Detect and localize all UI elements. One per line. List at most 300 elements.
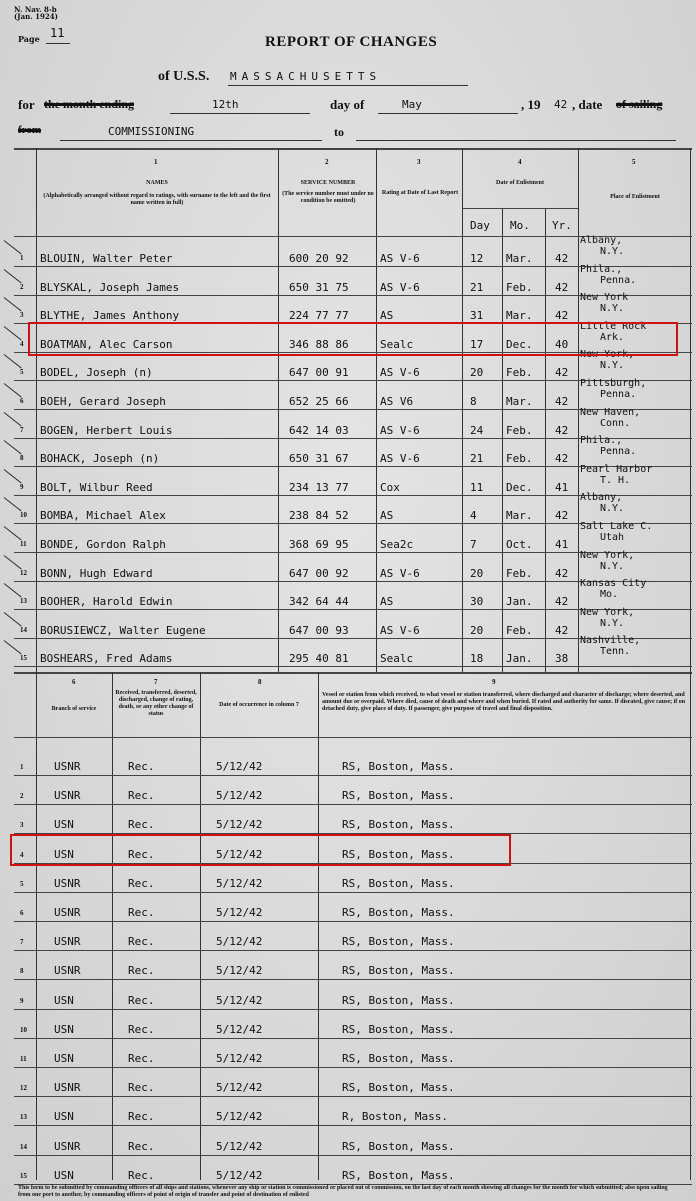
date-cell: 5/12/42: [216, 964, 263, 978]
enlist-year-cell: 42: [555, 452, 569, 466]
row-number: 3: [20, 821, 24, 830]
service-number-cell: 342 64 44: [289, 595, 349, 609]
date-header: Date of occurrence in column 7: [219, 702, 299, 708]
enlist-month-cell: Feb.: [506, 423, 533, 437]
status-cell: Rec.: [128, 1168, 155, 1182]
enlist-year-cell: 41: [555, 538, 569, 551]
form-edition: (Jan. 1924): [14, 12, 58, 21]
names-note: (Alphabetically arranged without regard to ratings, with surname to the left and the first name written in full): [43, 193, 271, 206]
row-line: [14, 979, 692, 980]
row-number: 6: [20, 397, 24, 405]
row-number: 4: [20, 339, 24, 348]
row-line: [14, 1009, 692, 1010]
place-line2-cell: N.Y.: [600, 360, 625, 372]
from-value: COMMISSIONING: [108, 125, 195, 138]
branch-cell: USN: [54, 818, 74, 832]
check-tick-mark: [4, 269, 22, 283]
month-line: [378, 113, 518, 114]
station-cell: RS, Boston, Mass.: [342, 760, 455, 773]
row-number: 4: [20, 850, 24, 859]
place-line1-cell: New York,: [580, 349, 635, 361]
rating-cell: Sealc: [380, 337, 414, 351]
check-tick-mark: [4, 583, 22, 597]
place-line2-cell: Mo.: [600, 589, 619, 601]
bottom-table-border: [14, 672, 692, 674]
place-line1-cell: Phila.,: [580, 263, 623, 275]
rating-header: Rating at Date of Last Report: [381, 190, 459, 196]
from-line: [60, 140, 322, 141]
col-line: [502, 208, 503, 673]
name-cell: BOGEN, Herbert Louis: [40, 423, 173, 437]
place-header: Place of Enlistment: [610, 194, 660, 200]
station-cell: RS, Boston, Mass.: [342, 964, 455, 978]
date-cell: 5/12/42: [216, 876, 263, 890]
date-cell: 5/12/42: [216, 818, 263, 832]
enlist-year-cell: 42: [555, 566, 569, 580]
place-line1-cell: Kansas City: [580, 578, 647, 590]
row-number: 5: [20, 879, 24, 888]
place-line2-cell: Tenn.: [600, 646, 631, 658]
enlist-month-cell: Feb.: [506, 566, 533, 580]
station-cell: RS, Boston, Mass.: [342, 1168, 455, 1182]
enlist-day-cell: 8: [470, 395, 477, 408]
row-line: [14, 921, 692, 922]
to-line: [356, 140, 676, 141]
status-cell: Rec.: [128, 1139, 155, 1153]
row-number: 6: [20, 909, 24, 917]
rating-cell: AS: [380, 309, 394, 323]
check-tick-mark: [4, 240, 22, 254]
row-number: 7: [20, 938, 24, 947]
place-line1-cell: New Haven,: [580, 406, 641, 418]
col-number-4: 4: [518, 158, 522, 166]
place-line1-cell: Albany,: [580, 492, 623, 504]
rating-cell: Cox: [380, 480, 400, 494]
place-line1-cell: Salt Lake C.: [580, 521, 653, 532]
status-cell: Rec.: [128, 1052, 155, 1065]
report-title: REPORT OF CHANGES: [265, 34, 438, 50]
branch-cell: USN: [54, 1022, 74, 1036]
footer-instructions: This form to be submitted by commanding officers of all ships and stations, whenever any ship or station is commissioned or placed out of commission, on the last day of each month showing all changes for the month for which submitted; also upon sailing from one port to another, by commanding officers of point of origin of transfer and point of destination of enlisted: [18, 1185, 668, 1198]
station-cell: RS, Boston, Mass.: [342, 1139, 455, 1153]
vessel-header: Vessel or station from which received, to what vessel or station transferred, where discharged and character of discharge; where deserted, and amount due or overpaid. Where died, cause of death and where and when buried. If rated and authority for same. If disrated, give cause; if on detached duty, give place of duty. If passenger, give purpose of travel and final disposition.: [322, 692, 686, 712]
day-label: day of: [330, 97, 365, 112]
col-line: [376, 148, 377, 673]
col-line: [578, 148, 579, 673]
col-line: [278, 148, 279, 673]
enlist-year-cell: 42: [555, 595, 569, 609]
station-cell: RS, Boston, Mass.: [342, 1052, 455, 1065]
col-number-7: 7: [154, 678, 158, 686]
mo-header: Mo.: [510, 219, 530, 232]
enlist-day-cell: 21: [470, 452, 484, 466]
date-cell: 5/12/42: [216, 847, 263, 861]
place-line1-cell: Pittsburgh,: [580, 378, 647, 389]
page-number-line: [46, 43, 70, 44]
col-number-5: 5: [632, 158, 636, 166]
date-cell: 5/12/42: [216, 760, 263, 773]
status-cell: Rec.: [128, 993, 155, 1007]
branch-cell: USN: [54, 1110, 74, 1124]
enlist-day-cell: 21: [470, 280, 484, 294]
date-struck-text: of sailing: [616, 97, 663, 111]
row-number: 9: [20, 482, 24, 491]
col-line: [36, 148, 37, 673]
row-number: 2: [20, 282, 24, 291]
col-line: [545, 208, 546, 673]
name-cell: BLYSKAL, Joseph James: [40, 280, 180, 294]
enlist-subline: [462, 208, 578, 209]
place-line2-cell: Conn.: [600, 417, 631, 429]
service-number-cell: 368 69 95: [289, 538, 349, 551]
year-prefix: , 19: [521, 97, 541, 112]
enlist-year-cell: 42: [555, 623, 569, 637]
station-cell: RS, Boston, Mass.: [342, 818, 455, 832]
enlist-month-cell: Jan.: [506, 652, 533, 666]
status-cell: Rec.: [128, 876, 155, 890]
branch-cell: USNR: [54, 935, 81, 949]
date-cell: 5/12/42: [216, 1022, 263, 1036]
enlist-month-cell: Feb.: [506, 452, 533, 466]
place-line1-cell: Pearl Harbor: [580, 463, 653, 475]
check-tick-mark: [4, 297, 22, 311]
enlist-year-cell: 41: [555, 480, 569, 494]
check-tick-mark: [4, 326, 22, 340]
enlist-month-cell: Mar.: [506, 309, 533, 323]
date-cell: 5/12/42: [216, 1139, 263, 1153]
col-line: [462, 148, 463, 673]
branch-cell: USN: [54, 847, 74, 861]
enlist-month-cell: Jan.: [506, 595, 533, 609]
year-value: 42: [554, 98, 568, 111]
col-number-2: 2: [325, 158, 329, 166]
col-number-3: 3: [417, 158, 421, 166]
branch-cell: USNR: [54, 876, 81, 890]
row-number: 11: [20, 1055, 27, 1063]
place-line1-cell: Nashville,: [580, 635, 641, 647]
row-line: [14, 950, 692, 951]
status-cell: Rec.: [128, 1022, 155, 1036]
enlist-month-cell: Mar.: [506, 252, 533, 265]
name-cell: BOOHER, Harold Edwin: [40, 595, 173, 609]
check-tick-mark: [4, 412, 22, 426]
place-line2-cell: Utah: [600, 532, 625, 543]
row-number: 14: [20, 625, 27, 634]
enlist-year-cell: 42: [555, 509, 569, 523]
check-tick-mark: [4, 640, 22, 654]
row-number: 1: [20, 763, 24, 771]
place-line1-cell: New York,: [580, 606, 635, 618]
enlist-day-cell: 31: [470, 309, 484, 323]
place-line2-cell: N.Y.: [600, 303, 625, 315]
check-tick-mark: [4, 612, 22, 626]
status-cell: Rec.: [128, 760, 155, 773]
col-line: [200, 672, 201, 1180]
names-header: [38, 180, 276, 207]
enlist-month-cell: Feb.: [506, 366, 533, 380]
col-number-9: 9: [492, 678, 496, 686]
row-line: [14, 892, 692, 893]
service-number-cell: 346 88 86: [289, 337, 349, 351]
status-cell: Rec.: [128, 964, 155, 978]
enlist-day-cell: 4: [470, 509, 477, 523]
name-cell: BOMBA, Michael Alex: [40, 509, 166, 523]
service-header: [282, 180, 374, 205]
place-line1-cell: Phila.,: [580, 435, 623, 447]
enlist-year-cell: 42: [555, 366, 569, 380]
service-number-cell: 647 00 92: [289, 566, 349, 580]
enlist-month-cell: Feb.: [506, 280, 533, 294]
service-number-cell: 234 13 77: [289, 480, 349, 494]
service-number-cell: 238 84 52: [289, 509, 349, 523]
name-cell: BORUSIEWCZ, Walter Eugene: [40, 623, 206, 637]
enlist-year-cell: 42: [555, 423, 569, 437]
service-note: (The service number must under no condition be omitted): [282, 191, 374, 204]
for-label: for: [18, 97, 35, 112]
service-number-cell: 600 20 92: [289, 252, 349, 265]
for-struck-text: the month ending: [44, 97, 135, 111]
rating-cell: AS V-6: [380, 566, 420, 580]
name-cell: BOSHEARS, Fred Adams: [40, 652, 173, 666]
branch-header: Branch of service: [51, 706, 97, 712]
enlist-month-cell: Oct.: [506, 538, 533, 551]
enlist-year-cell: 38: [555, 652, 569, 666]
branch-cell: USNR: [54, 964, 81, 978]
day-line: [170, 113, 310, 114]
station-cell: RS, Boston, Mass.: [342, 789, 455, 803]
service-number-cell: 647 00 91: [289, 366, 349, 380]
enlist-year-cell: 42: [555, 309, 569, 323]
row-number: 8: [20, 967, 24, 976]
service-title: SERVICE NUMBER: [300, 180, 356, 186]
station-cell: R, Boston, Mass.: [342, 1110, 448, 1124]
station-cell: RS, Boston, Mass.: [342, 906, 455, 919]
date-cell: 5/12/42: [216, 993, 263, 1007]
name-cell: BOLT, Wilbur Reed: [40, 480, 153, 494]
col-line: [112, 672, 113, 1180]
place-line2-cell: T. H.: [600, 474, 631, 486]
rating-cell: AS: [380, 509, 394, 523]
service-number-cell: 295 40 81: [289, 652, 349, 666]
place-line1-cell: New York: [580, 292, 629, 304]
station-cell: RS, Boston, Mass.: [342, 935, 455, 949]
row-line: [14, 804, 692, 805]
row-number: 8: [20, 454, 24, 463]
check-tick-mark: [4, 354, 22, 368]
service-number-cell: 224 77 77: [289, 309, 349, 323]
rating-cell: AS V-6: [380, 280, 420, 294]
to-label: to: [334, 125, 344, 139]
ship-name: MASSACHUSETTS: [230, 70, 382, 83]
col-line: [690, 672, 691, 1180]
form-code: [14, 6, 58, 20]
page-label: Page: [18, 34, 40, 44]
ship-line: [228, 85, 468, 86]
col-number-1: 1: [154, 158, 158, 166]
name-cell: BLYTHE, James Anthony: [40, 309, 180, 323]
place-line1-cell: New York,: [580, 549, 635, 561]
enlist-day-cell: 20: [470, 366, 484, 380]
row-line: [14, 1125, 692, 1126]
enlist-month-cell: Feb.: [506, 623, 533, 637]
row-number: 11: [20, 540, 27, 548]
rating-cell: AS V-6: [380, 252, 420, 265]
status-cell: Rec.: [128, 789, 155, 803]
highlight-box-top: [28, 322, 678, 356]
name-cell: BODEL, Joseph (n): [40, 366, 153, 380]
branch-cell: USNR: [54, 760, 81, 773]
date-cell: 5/12/42: [216, 906, 263, 919]
row-number: 2: [20, 792, 24, 801]
rating-cell: AS V-6: [380, 452, 420, 466]
col-line: [36, 672, 37, 1180]
row-number: 12: [20, 568, 27, 577]
date-cell: 5/12/42: [216, 1081, 263, 1095]
service-number-cell: 650 31 67: [289, 452, 349, 466]
row-line: [14, 1096, 692, 1097]
enlist-year-cell: 42: [555, 280, 569, 294]
top-table-border: [14, 148, 692, 150]
name-cell: BOATMAN, Alec Carson: [40, 337, 173, 351]
place-line1-cell: Little Rock: [580, 320, 647, 332]
enlist-day-cell: 11: [470, 480, 484, 494]
enlist-day-cell: 7: [470, 538, 477, 551]
status-cell: Rec.: [128, 818, 155, 832]
row-number: 10: [20, 511, 27, 520]
row-number: 13: [20, 1113, 27, 1122]
service-number-cell: 647 00 93: [289, 623, 349, 637]
name-cell: BOEH, Gerard Joseph: [40, 395, 166, 408]
rating-cell: AS V6: [380, 395, 414, 408]
station-cell: RS, Boston, Mass.: [342, 993, 455, 1007]
status-cell: Rec.: [128, 1081, 155, 1095]
col-number-6: 6: [72, 678, 76, 686]
name-cell: BONDE, Gordon Ralph: [40, 538, 166, 551]
bottom-header-line: [14, 737, 692, 738]
row-number: 1: [20, 254, 24, 262]
enlist-day-cell: 18: [470, 652, 484, 666]
place-line2-cell: N.Y.: [600, 246, 625, 257]
rating-cell: Sealc: [380, 652, 414, 666]
branch-cell: USN: [54, 993, 74, 1007]
date-cell: 5/12/42: [216, 1052, 263, 1065]
enlist-day-cell: 24: [470, 423, 484, 437]
enlist-month-cell: Dec.: [506, 480, 533, 494]
status-cell: Rec.: [128, 847, 155, 861]
enlist-year-cell: 42: [555, 252, 569, 265]
enlist-month-cell: Mar.: [506, 395, 533, 408]
place-line1-cell: Albany,: [580, 235, 623, 246]
from-struck-text: from: [18, 124, 42, 136]
row-number: 10: [20, 1025, 27, 1034]
status-cell: Rec.: [128, 906, 155, 919]
date-cell: 5/12/42: [216, 1168, 263, 1182]
check-tick-mark: [4, 383, 22, 397]
ship-label: of U.S.S.: [158, 69, 210, 84]
branch-cell: USNR: [54, 1081, 81, 1095]
date-cell: 5/12/42: [216, 935, 263, 949]
branch-cell: USNR: [54, 906, 81, 919]
row-number: 14: [20, 1142, 27, 1151]
row-number: 15: [20, 1171, 27, 1180]
col-line: [690, 148, 691, 673]
enlist-day-cell: 12: [470, 252, 484, 265]
branch-cell: USNR: [54, 1139, 81, 1153]
row-line: [14, 775, 692, 776]
service-number-cell: 642 14 03: [289, 423, 349, 437]
row-number: 7: [20, 425, 24, 434]
received-header: Received, transferred, deserted, discharged, change of rating, death, or any other change of status: [115, 690, 197, 717]
enlist-day-cell: 20: [470, 623, 484, 637]
row-number: 13: [20, 597, 27, 606]
day-value: 12th: [212, 98, 239, 111]
place-line2-cell: Penna.: [600, 389, 637, 400]
enlist-header: Date of Enlistment: [496, 180, 544, 186]
branch-cell: USN: [54, 1168, 74, 1182]
date-cell: 5/12/42: [216, 789, 263, 803]
date-cell: 5/12/42: [216, 1110, 263, 1124]
station-cell: RS, Boston, Mass.: [342, 876, 455, 890]
yr-header: Yr.: [552, 219, 572, 232]
row-line: [14, 666, 692, 667]
col-line: [318, 672, 319, 1180]
month-value: May: [402, 98, 422, 111]
check-tick-mark: [4, 555, 22, 569]
rating-cell: AS V-6: [380, 623, 420, 637]
check-tick-mark: [4, 440, 22, 454]
rating-cell: AS: [380, 595, 394, 609]
col-number-8: 8: [258, 678, 262, 686]
row-number: 12: [20, 1084, 27, 1093]
place-line2-cell: Penna.: [600, 274, 637, 286]
check-tick-mark: [4, 497, 22, 511]
enlist-month-cell: Mar.: [506, 509, 533, 523]
name-cell: BLOUIN, Walter Peter: [40, 252, 173, 265]
service-number-cell: 650 31 75: [289, 280, 349, 294]
place-line2-cell: N.Y.: [600, 617, 625, 629]
branch-cell: USNR: [54, 789, 81, 803]
rating-cell: AS V-6: [380, 423, 420, 437]
row-number: 5: [20, 368, 24, 377]
row-number: 9: [20, 996, 24, 1005]
status-cell: Rec.: [128, 935, 155, 949]
rating-cell: AS V-6: [380, 366, 420, 380]
place-line2-cell: N.Y.: [600, 503, 625, 515]
row-line: [14, 1038, 692, 1039]
enlist-year-cell: 40: [555, 337, 569, 351]
names-title: NAMES: [146, 180, 168, 186]
service-number-cell: 652 25 66: [289, 395, 349, 408]
row-line: [14, 1155, 692, 1156]
check-tick-mark: [4, 469, 22, 483]
page-number: 11: [50, 26, 65, 40]
enlist-day-cell: 17: [470, 337, 484, 351]
row-number: 3: [20, 311, 24, 320]
station-cell: RS, Boston, Mass.: [342, 1022, 455, 1036]
enlist-month-cell: Dec.: [506, 337, 533, 351]
place-line2-cell: Penna.: [600, 446, 637, 458]
place-line2-cell: Ark.: [600, 331, 625, 343]
form-code-text: N. Nav. 8-b: [14, 5, 57, 14]
name-cell: BONN, Hugh Edward: [40, 566, 153, 580]
station-cell: RS, Boston, Mass.: [342, 1081, 455, 1095]
status-cell: Rec.: [128, 1110, 155, 1124]
enlist-day-cell: 30: [470, 595, 484, 609]
row-line: [14, 1067, 692, 1068]
branch-cell: USN: [54, 1052, 74, 1065]
highlight-box-bottom: [10, 834, 511, 866]
enlist-year-cell: 42: [555, 395, 569, 408]
